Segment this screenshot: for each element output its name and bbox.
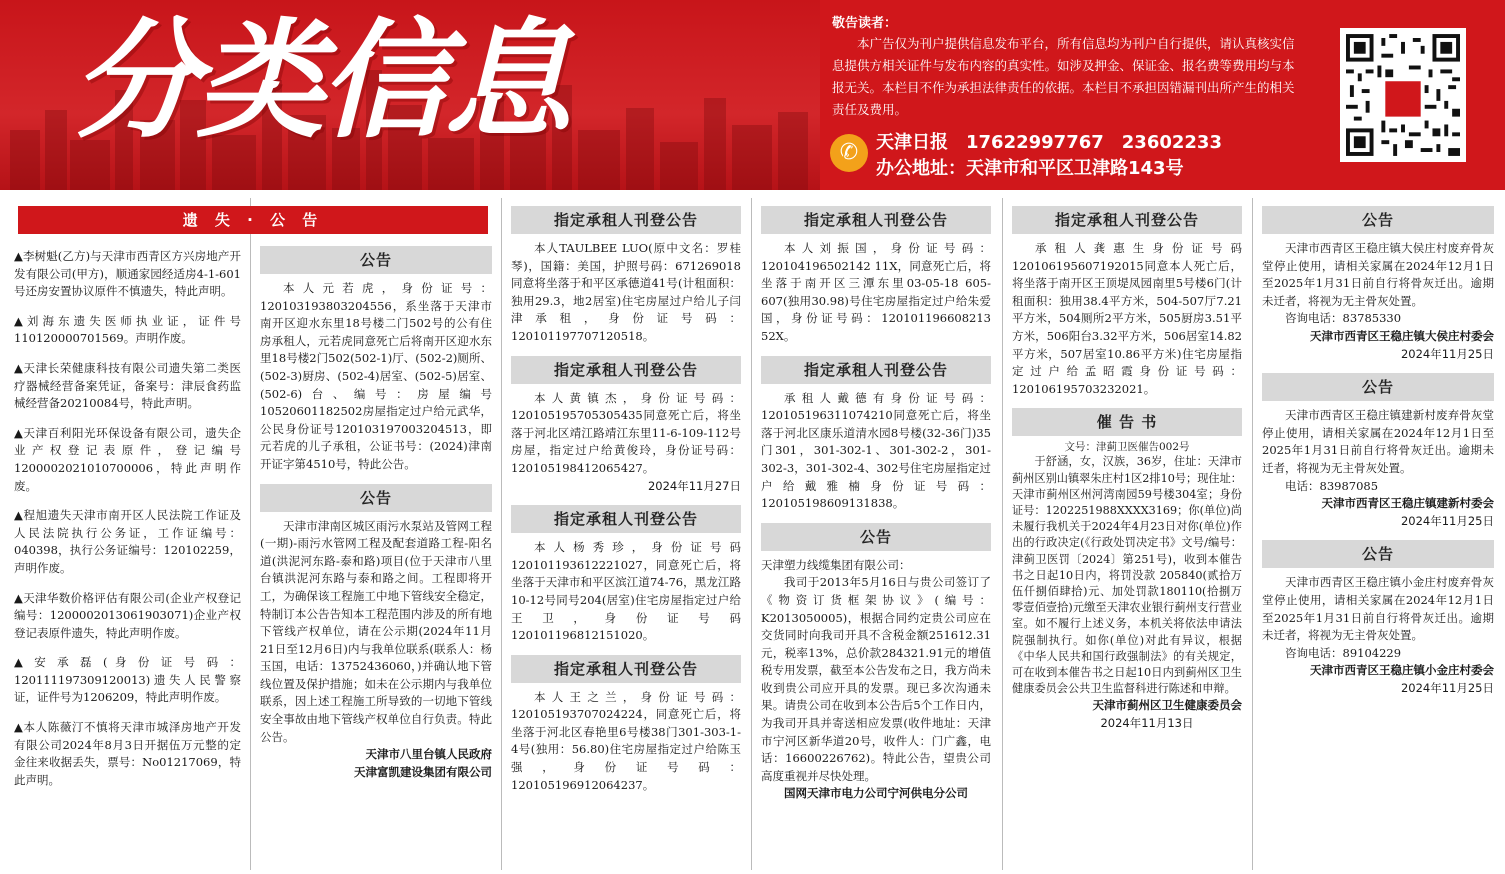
announcement-heading: 公告	[260, 484, 492, 512]
notice-date: 2024年11月25日	[1400, 680, 1494, 695]
lost-item: ▲天津华数价格评估有限公司(企业产权登记编号：1200002013061903071)企业产权登记表原件遗失，特此声明作废。	[14, 590, 241, 640]
announcement-body: 本人元若虎，身份证号：120103193803204556，系坐落于天津市南开区迎水东里18号楼二门502号的公有住房承租人，元若虎同意死亡后将南开区迎水东里18号楼2门502(502-1)厅、(502-2)厕所、(502-3)厨房、(502-4)居室、(502-5)居室、(502-6)台、编号：房屋编号10520601182502房屋指定过户给元武华，公民身份证号120103197003204513，即元若虎的儿子承租，公证书号：(2024)津南开证字第4510号，特此公告。	[260, 281, 492, 471]
notice-body: 本广告仅为刊户提供信息发布平台，所有信息均为刊户自行提供，请认真核实信息提供方相关证件与发布内容的真实性。如涉及押金、保证金、报名费等费用均与本报无关。本栏目不作为承担法律责任的依据。本栏目不承担因错漏刊出所产生的相关责任及费用。	[832, 36, 1295, 117]
notice-heading: 公告	[1262, 540, 1494, 568]
notice-body: 天津市西青区王稳庄镇小金庄村废弃骨灰堂停止使用，请相关家属在2024年12月1日至2025年1月31日前自行将骨灰迁出。逾期未迁者，将视为无主骨灰处置。	[1262, 575, 1494, 643]
notice-reference: 文号：津蓟卫医催告002号	[1064, 441, 1190, 454]
lost-item: ▲本人陈薇汀不慎将天津市城泽房地产开发有限公司2024年8月3日开据伍万元整的定金往来收据丢失，票号：No01217069，特此声明。	[14, 720, 241, 787]
notice-phone: 咨询电话：83785330	[1285, 311, 1402, 326]
notices-column-5	[1012, 206, 1242, 874]
column-divider	[1252, 198, 1253, 870]
notice-body: 天津市西青区王稳庄镇大侯庄村废弃骨灰堂停止使用，请相关家属在2024年12月1日至2025年1月31日前自行将骨灰迁出。逾期未迁者，将视为无主骨灰处置。	[1262, 241, 1494, 308]
announcements-column-2	[260, 246, 492, 866]
notice-date: 2024年11月25日	[1400, 346, 1494, 361]
contact-address: 办公地址：天津市和平区卫津路143号	[876, 158, 1184, 179]
announcement-signature: 天津富凯建设集团有限公司	[354, 764, 492, 779]
notice-heading: 指定承租人刊登公告	[761, 356, 991, 384]
notice-heading: 公告	[1262, 206, 1494, 234]
tenant-notices-column-3	[511, 206, 741, 874]
announcement-heading: 公告	[260, 246, 492, 274]
notice-heading: 催 告 书	[1012, 408, 1242, 436]
notice-phone: 咨询电话：89104229	[1285, 645, 1402, 660]
notice-body: 本人刘振国，身份证号码：120104196502142 11X，同意死亡后，将坐落于南开区三潭东里03-05-18 605-607(独用30.98)号住宅房屋指定过户给朱爱国，身份证号码：120101196608213 52X。	[761, 241, 995, 343]
notice-date: 2024年11月13日	[1100, 715, 1194, 730]
notice-body: 承租人龚惠生身份证号码120106195607192015同意本人死亡后，将坐落于南开区王顶堤凤园南里5号楼6门(计租面积：独用38.4平方米，504-507厅7.21平方米，504厕所2平方米，505厨房3.51平方米，506阳台3.32平方米，506居室14.82平方米，507居室10.86平方米)住宅房屋指定过户给孟昭霞身份证号码：120106195703232021。	[1012, 241, 1242, 396]
column-divider	[501, 198, 502, 870]
notice-title: 敬告读者：	[832, 16, 898, 31]
reader-notice	[832, 12, 1302, 121]
notice-heading: 公告	[1262, 373, 1494, 401]
announcement-body: 天津市津南区城区雨污水泵站及管网工程(一期)-雨污水管网工程及配套道路工程-阳名道(洪泥河东路-泰和路)项目(位于天津市八里台镇洪泥河东路与泰和路之间。工程即将开工，为确保该工程施工中地下管线安全稳定，特制订本公告告知本工程范围内涉及的所有地下管线产权单位，请在公示期(2024年11月21日至12月6日)内与我单位联系(联系人：杨玉国，电话：13752436060，)并确认地下管线位置及保护措施；如未在公示期内与我单位联系，因上述工程施工所导致的一切地下管线安全事故由地下管线产权单位自行负责。特此公告。	[260, 518, 492, 744]
lost-item: ▲刘海东遗失医师执业证，证件号110120000701569。声明作废。	[14, 313, 241, 346]
notice-heading: 指定承租人刊登公告	[511, 206, 741, 234]
notice-date: 2024年11月27日	[647, 478, 741, 493]
notice-body: 本人杨秀珍，身份证号码120101193612221027，同意死亡后，将坐落于天津市和平区滨江道74-76，黑龙江路10-12号同号204(居室)住宅房屋指定过户给王卫，身份证号码120101196812151020。	[511, 540, 741, 643]
notice-body: 本人黄镇杰，身份证号码：120105195705305435同意死亡后，将坐落于河北区靖江路靖江东里11-6-109-112号房屋，指定过户给黄俊玲，身份证号码：120105198412065427。	[511, 390, 741, 475]
notice-body: 本人王之兰，身份证号码：120105193707024224，同意死亡后，将坐落于河北区春艳里6号楼38门301-303-1-4号(独用：56.80)住宅房屋指定过户给陈玉强，身份证号码：120105196912064237。	[511, 689, 741, 792]
notice-signature: 天津市西青区王稳庄镇大侯庄村委会	[1310, 328, 1494, 343]
notices-column-6	[1262, 206, 1494, 874]
page-header	[0, 0, 1505, 190]
notice-signature: 天津市西青区王稳庄镇小金庄村委会	[1310, 663, 1494, 678]
notice-signature: 国网天津市电力公司宁河供电分公司	[784, 786, 968, 801]
notice-date: 2024年11月25日	[1400, 513, 1494, 528]
phone-icon: ✆	[830, 134, 868, 172]
lost-notices-column	[14, 244, 241, 864]
notice-heading: 指定承租人刊登公告	[761, 206, 991, 234]
lost-notice-banner	[18, 206, 488, 236]
lost-item: ▲天津百利阳光环保设备有限公司，遗失企业产权登记表原件，登记编号1200002021010700006，特此声明作废。	[14, 425, 241, 493]
notice-heading: 指定承租人刊登公告	[511, 505, 741, 533]
notice-signature: 天津市蓟州区卫生健康委员会	[1092, 698, 1242, 713]
lost-item: ▲ 安 承 磊 ( 身 份 证 号 码 ：120111197309120013)遗失人民警察证，证件号为1206209，特此声明作废。	[14, 655, 241, 705]
qr-code-icon	[1346, 34, 1460, 156]
lost-item: ▲天津长荣健康科技有限公司遗失第二类医疗器械经营备案凭证，备案号：津辰食药监械经营备20210084号，特此声明。	[14, 360, 241, 411]
notice-heading: 公告	[761, 523, 991, 551]
notice-heading: 指定承租人刊登公告	[511, 356, 741, 384]
notice-heading: 指定承租人刊登公告	[1012, 206, 1242, 234]
lost-item: ▲李树魁(乙方)与天津市西青区方兴房地产开发有限公司(甲方)，顺通家园经适房4-1-601号还房安置协议原件不慎遗失，特此声明。	[14, 249, 241, 299]
notice-body: 于舒涵，女，汉族，36岁，住址：天津市蓟州区别山镇翠朱庄村1区2排10号；现住址：天津市蓟州区州河湾南园59号楼304室；身份证号：1202251988XXXX3169；你(单位)尚未履行我机关于2024年4月23日对你(单位)作出的行政决定(《行政处罚决定书》文号/编号：津蓟卫医罚〔2024〕第251号)，收到本催告书之日起10日内，将罚没款 205840(贰拾万伍仟捌佰肆拾)元、加处罚款180110(拾捌万零壹佰壹拾)元缴至天津农业银行蓟州支行营业室。如不履行上述义务，本机关将依法申请法院强制执行。如你(单位)对此有异议，根据《中华人民共和国行政强制法》的有关规定，可在收到本催告书之日起10日内到蓟州区卫生健康委员会公共卫生监督科进行陈述和申辩。	[1012, 455, 1242, 696]
contact-block	[830, 126, 1310, 182]
column-divider	[1002, 198, 1003, 870]
notice-phone: 电话：83987085	[1285, 478, 1379, 493]
column-divider	[250, 198, 251, 870]
announcement-signature: 天津市八里台镇人民政府	[365, 747, 492, 762]
lost-notice-heading: 遗 失 · 公 告	[18, 206, 488, 234]
notice-body: 本人TAULBEE LUO(原中文名：罗桂琴)，国籍：美国，护照号码：671269018同意将坐落于和平区承德道41号(计租面积：独用29.3，地2居室)住宅房屋过户给儿子闫津承租，身份证号码：120101197707120518。	[511, 241, 741, 343]
qr-code[interactable]	[1340, 28, 1466, 162]
notice-body: 承租人戴德有身份证号码：120105196311074210同意死亡后，将坐落于河北区康乐道清水园8号楼(32-36门)35门301，301-302-1、301-302-2，301-302-3，301-302-4、302号住宅房屋指定过户给戴雅楠身份证号码：120105198609131838。	[761, 390, 991, 511]
notice-body: 天津市西青区王稳庄镇建新村废弃骨灰堂停止使用，请相关家属在2024年12月1日至2025年1月31日前自行将骨灰迁出。逾期未迁者，将视为无主骨灰处置。	[1262, 408, 1494, 475]
notice-signature: 天津市西青区王稳庄镇建新村委会	[1321, 496, 1494, 511]
notice-heading: 指定承租人刊登公告	[511, 655, 741, 683]
notice-salutation: 天津塑力线缆集团有限公司：	[761, 557, 911, 572]
column-divider	[751, 198, 752, 870]
masthead-title: 分类信息	[72, 7, 569, 156]
lost-item: ▲程旭遗失天津市南开区人民法院工作证及人民法院执行公务证，工作证编号：040398，执行公务证编号：120102259，声明作废。	[14, 508, 241, 575]
contact-phone: 天津日报 17622997767 23602233	[876, 132, 1222, 153]
notice-body: 我司于2013年5月16日与贵公司签订了《物资订货框架协议》(编号：K2013050005)，根据合同约定贵公司应在交货同时向我司开具不含税金额251612.31元，税率13%，总价款284321.91元的增值税专用发票，截至本公告发布之日，我方尚未收到贵公司应开具的发票。现已多次沟通未果。请贵公司在收到本公告后5个工作日内，为我司开具并寄送相应发票(收件地址：天津市宁河区新华道20号，收件人：门广鑫，电话：16600226762)。特此公告，望贵公司高度重视并尽快处理。	[761, 575, 991, 783]
notices-column-4	[761, 206, 995, 874]
